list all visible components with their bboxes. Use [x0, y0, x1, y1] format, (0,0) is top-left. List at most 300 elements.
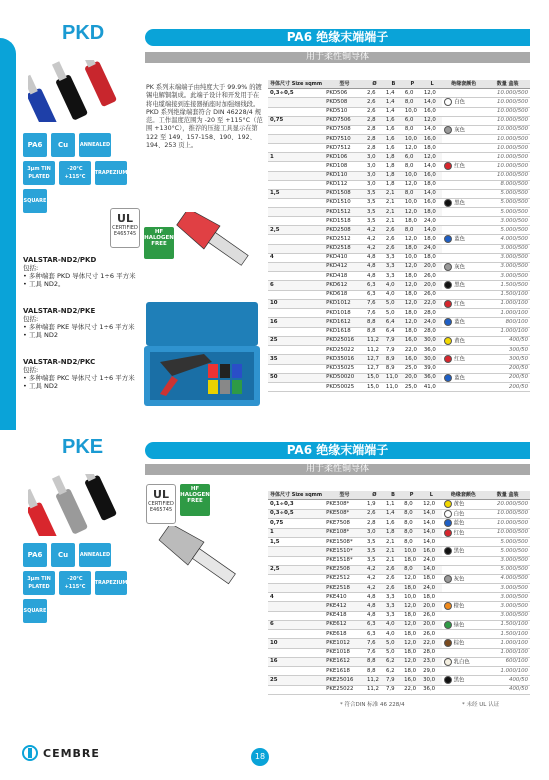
b-cell: 2,6	[384, 574, 402, 584]
pkg-cell: 3.000/500	[485, 611, 530, 620]
l-cell: 22,0	[421, 639, 442, 649]
pkg-cell: 400/50	[485, 676, 530, 686]
code-cell: PKD7508	[324, 125, 365, 135]
b-cell: 5,0	[384, 648, 402, 657]
pkg-cell: 10.000/500	[485, 89, 530, 98]
pkg-cell: 10.000/500	[485, 116, 530, 125]
col-b: B	[384, 80, 403, 89]
size-cell: 0,3÷0,5	[268, 509, 324, 519]
color-dot-icon	[444, 639, 452, 647]
color-cell	[442, 509, 486, 519]
pkg-cell: 10.000/500	[485, 125, 530, 135]
color-cell	[442, 620, 486, 630]
table-row	[268, 299, 530, 309]
col-color: 绝缘套颜色	[442, 80, 485, 89]
color-cell	[442, 574, 486, 584]
code-cell: PKD412	[324, 262, 365, 272]
d-cell: 4,8	[365, 611, 384, 620]
size-cell: 1	[268, 528, 324, 538]
l-cell: 30,0	[422, 336, 442, 346]
col-d: Ø	[365, 80, 384, 89]
b-cell: 4,0	[384, 290, 403, 299]
b-cell: 5,0	[384, 299, 403, 309]
b-cell: 6,4	[384, 327, 403, 336]
table-row	[268, 162, 530, 172]
pkg-cell: 10.000/500	[485, 153, 530, 162]
b-cell: 2,1	[384, 538, 402, 547]
b-cell: 2,6	[384, 244, 403, 253]
table-header-row	[268, 80, 530, 89]
p-cell: 6,0	[403, 153, 422, 162]
d-cell: 3,5	[365, 556, 384, 565]
table-row	[268, 309, 530, 318]
p-cell: 8,0	[403, 226, 422, 235]
square-badge: SQUARE	[23, 189, 47, 213]
col-code: 型号	[324, 491, 365, 500]
code-cell: PKD7510	[324, 135, 365, 144]
p-cell: 8,0	[403, 98, 422, 108]
code-cell: PKE7508	[324, 519, 365, 529]
size-cell: 6	[268, 620, 324, 630]
table-row	[268, 235, 530, 245]
hf-halogen-free-badge-pke: HF HALOGEN FREE	[180, 484, 210, 516]
color-dot-icon	[444, 519, 452, 527]
pkd-spec-table	[268, 80, 530, 392]
color-cell	[442, 676, 486, 686]
size-cell	[268, 171, 324, 180]
table-row	[268, 620, 530, 630]
pkg-cell: 3.000/500	[485, 584, 530, 593]
code-cell: PKD506	[324, 89, 365, 98]
size-cell	[268, 383, 324, 392]
d-cell: 7,6	[365, 639, 384, 649]
pkg-cell: 1.000/100	[485, 667, 530, 676]
copper-badge: Cu	[51, 543, 75, 567]
b-cell: 1,4	[384, 509, 402, 519]
pkg-cell: 10.000/500	[485, 509, 530, 519]
l-cell: 14,0	[421, 509, 442, 519]
code-cell: PKD108	[324, 162, 365, 172]
size-cell	[268, 685, 324, 694]
pkg-cell: 1.500/500	[485, 281, 530, 291]
pkg-cell: 5.000/500	[485, 538, 530, 547]
p-cell: 10,0	[403, 171, 422, 180]
table-row	[268, 281, 530, 291]
pkg-cell: 5.000/500	[485, 226, 530, 235]
size-cell	[268, 327, 324, 336]
code-cell: PKE1518*	[324, 556, 365, 565]
color-cell	[442, 500, 486, 510]
table-row	[268, 383, 530, 392]
size-cell: 16	[268, 657, 324, 667]
l-cell: 24,0	[422, 244, 442, 253]
size-cell	[268, 290, 324, 299]
size-cell	[268, 272, 324, 281]
code-cell: PKE2512	[324, 574, 365, 584]
pkd-feature-badges	[23, 133, 135, 213]
l-cell: 16,0	[422, 107, 442, 116]
pkg-cell: 10.000/500	[485, 98, 530, 108]
code-cell: PKD1510	[324, 198, 365, 208]
color-cell	[442, 253, 485, 262]
color-cell	[442, 538, 486, 547]
tool-line: • 工具 ND2	[23, 331, 58, 339]
color-cell	[442, 107, 485, 116]
d-cell: 7,6	[365, 648, 384, 657]
table-row	[268, 318, 530, 328]
code-cell: PKE618	[324, 630, 365, 639]
color-dot-icon	[444, 575, 452, 583]
p-cell: 18,0	[403, 217, 422, 226]
col-d: Ø	[365, 491, 384, 500]
p-cell: 12,0	[403, 281, 422, 291]
table-row	[268, 657, 530, 667]
d-cell: 3,5	[365, 217, 384, 226]
l-cell: 36,0	[421, 685, 442, 694]
d-cell: 4,2	[365, 235, 384, 245]
color-label: 红色	[454, 356, 466, 363]
p-cell: 8,0	[403, 125, 422, 135]
l-cell: 24,0	[422, 318, 442, 328]
table-row	[268, 135, 530, 144]
l-cell: 39,0	[422, 364, 442, 373]
p-cell: 8,0	[402, 519, 421, 529]
pkg-cell: 1.500/100	[485, 630, 530, 639]
ul-cert-text: CERTIFIED	[112, 225, 138, 231]
d-cell: 4,2	[365, 226, 384, 235]
pkg-cell: 10.000/500	[485, 528, 530, 538]
table-row	[268, 509, 530, 519]
p-cell: 22,0	[402, 685, 421, 694]
code-cell: PKD1518	[324, 217, 365, 226]
d-cell: 2,8	[365, 135, 384, 144]
pkg-cell: 200/50	[485, 364, 530, 373]
col-color: 绝缘套颜色	[442, 491, 486, 500]
color-cell	[442, 355, 485, 365]
d-cell: 2,6	[365, 98, 384, 108]
code-cell: PKD50025	[324, 383, 365, 392]
l-cell: 12,0	[421, 500, 442, 510]
tool-valstar-pke	[23, 307, 143, 339]
p-cell: 8,0	[402, 528, 421, 538]
b-cell: 3,3	[384, 253, 403, 262]
table-row	[268, 217, 530, 226]
d-cell: 8,8	[365, 667, 384, 676]
color-cell	[442, 116, 485, 125]
color-dot-icon	[444, 162, 452, 170]
b-cell: 1,4	[384, 98, 403, 108]
l-cell: 26,0	[421, 630, 442, 639]
temperature-badge: -20°C +115°C	[59, 571, 91, 595]
color-label: 白色	[454, 99, 466, 106]
col-l: L	[422, 80, 442, 89]
pkg-cell: 3.000/500	[485, 556, 530, 565]
col-pkg: 数量 盒装	[485, 80, 530, 89]
size-cell	[268, 217, 324, 226]
code-cell: PKD7506	[324, 116, 365, 125]
color-label: 蓝色	[454, 236, 466, 243]
b-cell: 2,1	[384, 198, 403, 208]
d-cell: 11,2	[365, 336, 384, 346]
sidebar-accent	[0, 38, 16, 430]
d-cell: 4,2	[365, 574, 384, 584]
color-cell	[442, 290, 485, 299]
pke-subtitle-bar: 用于柔性铜导体	[145, 464, 530, 475]
size-cell	[268, 262, 324, 272]
trapezium-badge: TRAPEZIUM	[95, 571, 127, 595]
table-row	[268, 253, 530, 262]
p-cell: 18,0	[402, 630, 421, 639]
l-cell: 18,0	[421, 574, 442, 584]
b-cell: 6,2	[384, 657, 402, 667]
pkg-cell: 10.000/500	[485, 171, 530, 180]
l-cell: 23,0	[421, 657, 442, 667]
b-cell: 1,8	[384, 162, 403, 172]
size-cell	[268, 556, 324, 565]
pkg-cell: 10.000/500	[485, 144, 530, 153]
b-cell: 4,0	[384, 281, 403, 291]
ferrule-drawing-pkd	[166, 212, 262, 278]
l-cell: 16,0	[422, 171, 442, 180]
color-cell	[442, 135, 485, 144]
size-cell	[268, 574, 324, 584]
size-cell: 4	[268, 593, 324, 602]
table-row	[268, 630, 530, 639]
table-row	[268, 327, 530, 336]
b-cell: 7,9	[384, 346, 403, 355]
color-dot-icon	[444, 602, 452, 610]
pkg-cell: 5.000/500	[485, 189, 530, 198]
color-cell	[442, 364, 485, 373]
code-cell: PKD1012	[324, 299, 365, 309]
b-cell: 1,8	[384, 171, 403, 180]
b-cell: 5,0	[384, 309, 403, 318]
ul-cert-pkd	[110, 208, 140, 248]
code-cell: PKD25022	[324, 346, 365, 355]
color-cell	[442, 593, 486, 602]
size-cell	[268, 584, 324, 593]
d-cell: 4,8	[365, 262, 384, 272]
l-cell: 26,0	[422, 272, 442, 281]
l-cell: 18,0	[422, 144, 442, 153]
p-cell: 12,0	[402, 657, 421, 667]
b-cell: 7,9	[384, 685, 402, 694]
code-cell: PKD110	[324, 171, 365, 180]
d-cell: 4,8	[365, 593, 384, 602]
color-dot-icon	[444, 676, 452, 684]
code-cell: PKD510	[324, 107, 365, 116]
l-cell: 30,0	[422, 355, 442, 365]
l-cell: 16,0	[421, 547, 442, 557]
code-cell: PKD410	[324, 253, 365, 262]
color-dot-icon	[444, 235, 452, 243]
b-cell: 3,3	[384, 272, 403, 281]
cembre-logo	[22, 745, 100, 761]
b-cell: 3,3	[384, 593, 402, 602]
d-cell: 1,9	[365, 500, 384, 510]
color-cell	[442, 318, 485, 328]
l-cell: 26,0	[422, 290, 442, 299]
b-cell: 1,6	[384, 519, 402, 529]
pkg-cell: 10.000/500	[485, 162, 530, 172]
ul-cert-pke	[146, 484, 176, 524]
code-cell: PKE418	[324, 611, 365, 620]
pkg-cell: 200/50	[485, 383, 530, 392]
pkg-cell: 300/50	[485, 346, 530, 355]
color-cell	[442, 125, 485, 135]
color-label: 红色	[454, 301, 466, 307]
d-cell: 7,6	[365, 299, 384, 309]
size-cell	[268, 125, 324, 135]
pkg-cell: 3.000/500	[485, 262, 530, 272]
hf-halogen-free-badge-pkd: HF HALOGEN FREE	[144, 227, 174, 259]
b-cell: 2,1	[384, 217, 403, 226]
d-cell: 6,3	[365, 281, 384, 291]
footnote-din: * 符合DIN 标准 46 228/4	[340, 702, 405, 708]
d-cell: 3,0	[365, 528, 384, 538]
code-cell: PKD7512	[324, 144, 365, 153]
pkg-cell: 3.000/500	[485, 217, 530, 226]
d-cell: 2,8	[365, 144, 384, 153]
p-cell: 18,0	[403, 309, 422, 318]
pkg-cell: 3.000/500	[485, 272, 530, 281]
footnote-ul: * 未经 UL 认证	[462, 702, 500, 708]
copper-badge: Cu	[51, 133, 75, 157]
ul-logo-icon: UL	[117, 212, 133, 225]
d-cell: 11,2	[365, 346, 384, 355]
p-cell: 12,0	[403, 262, 422, 272]
b-cell: 1,8	[384, 153, 403, 162]
table-row	[268, 611, 530, 620]
tool-line: • 工具 ND2	[23, 382, 58, 390]
color-cell	[442, 299, 485, 309]
d-cell: 12,7	[365, 364, 384, 373]
l-cell: 18,0	[422, 235, 442, 245]
b-cell: 2,1	[384, 189, 403, 198]
pkg-cell: 3.000/500	[485, 244, 530, 253]
size-cell	[268, 144, 324, 153]
code-cell: PKD1508	[324, 189, 365, 198]
code-cell: PKE1612	[324, 657, 365, 667]
col-size: 导体尺寸 Size sqmm	[270, 80, 323, 87]
series-title-pke: PKE	[62, 436, 104, 458]
table-row	[268, 639, 530, 649]
size-cell	[268, 208, 324, 217]
tin-plated-badge: 3μm TIN PLATED	[23, 571, 55, 595]
ul-cert-file: E465745	[113, 231, 137, 237]
tool-line: 包括:	[23, 315, 39, 323]
p-cell: 12,0	[403, 180, 422, 189]
pa6-badge: PA6	[23, 543, 47, 567]
color-cell	[442, 556, 486, 565]
code-cell: PKD106	[324, 153, 365, 162]
pkg-cell: 400/50	[485, 336, 530, 346]
color-cell	[442, 144, 485, 153]
color-dot-icon	[444, 337, 452, 345]
color-cell	[442, 198, 485, 208]
l-cell: 16,0	[422, 135, 442, 144]
size-cell: 10	[268, 299, 324, 309]
d-cell: 4,8	[365, 253, 384, 262]
table-row	[268, 272, 530, 281]
p-cell: 12,0	[403, 144, 422, 153]
table-row	[268, 180, 530, 189]
size-cell: 50	[268, 373, 324, 383]
table-row	[268, 346, 530, 355]
p-cell: 12,0	[403, 318, 422, 328]
code-cell: PKD418	[324, 272, 365, 281]
pkg-cell: 1.000/100	[485, 648, 530, 657]
pkg-cell: 1.000/100	[485, 299, 530, 309]
size-cell	[268, 244, 324, 253]
p-cell: 18,0	[402, 584, 421, 593]
b-cell: 2,1	[384, 556, 402, 565]
b-cell: 6,2	[384, 667, 402, 676]
color-cell	[442, 639, 486, 649]
pkd-table-body	[268, 89, 530, 392]
l-cell: 20,0	[421, 620, 442, 630]
code-cell: PKE1618	[324, 667, 365, 676]
size-cell	[268, 611, 324, 620]
b-cell: 1,4	[384, 89, 403, 98]
color-label: 黑色	[454, 200, 466, 206]
annealed-badge: ANNEALED	[79, 543, 111, 567]
d-cell: 11,2	[365, 676, 384, 686]
color-label: 蓝色	[454, 375, 466, 381]
pkg-cell: 5.000/500	[485, 208, 530, 217]
color-cell	[442, 327, 485, 336]
b-cell: 2,1	[384, 208, 403, 217]
d-cell: 2,6	[365, 107, 384, 116]
l-cell: 14,0	[422, 226, 442, 235]
color-cell	[442, 180, 485, 189]
table-row	[268, 116, 530, 125]
b-cell: 2,6	[384, 584, 402, 593]
d-cell: 12,7	[365, 355, 384, 365]
b-cell: 7,9	[384, 676, 402, 686]
p-cell: 8,0	[402, 500, 421, 510]
l-cell: 36,0	[422, 373, 442, 383]
l-cell: 14,0	[421, 519, 442, 529]
l-cell: 14,0	[422, 162, 442, 172]
pkg-cell: 5.000/500	[485, 198, 530, 208]
p-cell: 12,0	[402, 602, 421, 612]
d-cell: 15,0	[365, 383, 384, 392]
code-cell: PKE25016	[324, 676, 365, 686]
table-row	[268, 125, 530, 135]
p-cell: 10,0	[403, 135, 422, 144]
p-cell: 18,0	[402, 648, 421, 657]
code-cell: PKD1612	[324, 318, 365, 328]
color-cell	[442, 162, 485, 172]
page-number: 18	[251, 748, 269, 766]
pkg-cell: 10.000/500	[485, 135, 530, 144]
pkg-cell: 600/100	[485, 657, 530, 667]
d-cell: 3,0	[365, 162, 384, 172]
l-cell: 18,0	[422, 208, 442, 217]
color-cell	[442, 217, 485, 226]
l-cell: 18,0	[421, 593, 442, 602]
table-row	[268, 336, 530, 346]
color-label: 白色	[453, 511, 465, 517]
b-cell: 3,3	[384, 611, 402, 620]
l-cell: 14,0	[421, 538, 442, 547]
size-cell	[268, 180, 324, 189]
d-cell: 3,5	[365, 208, 384, 217]
table-row	[268, 107, 530, 116]
p-cell: 25,0	[403, 364, 422, 373]
pkg-cell: 20.000/500	[485, 500, 530, 510]
